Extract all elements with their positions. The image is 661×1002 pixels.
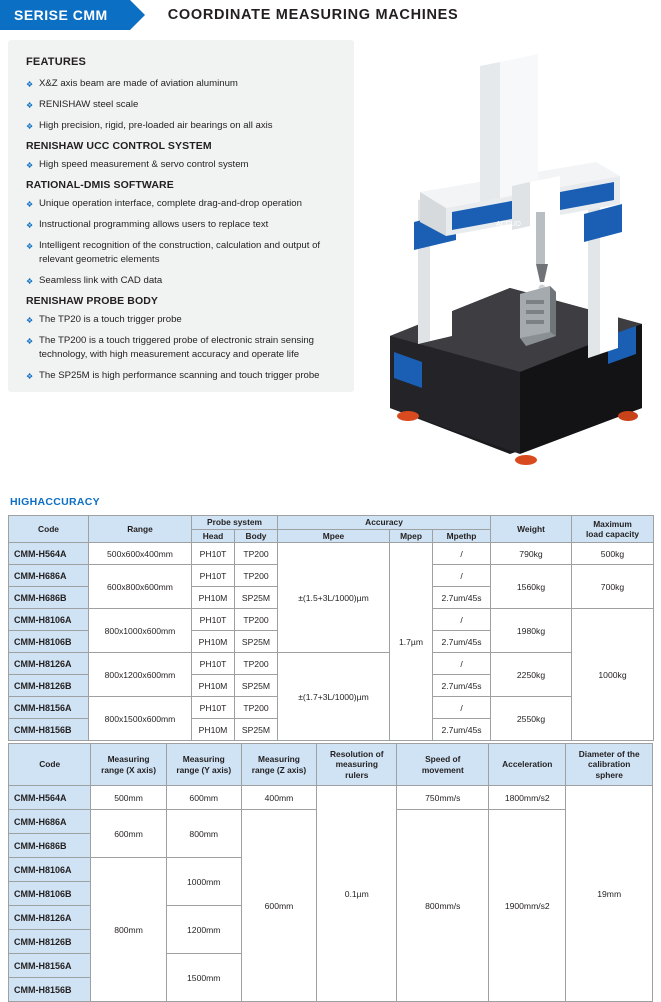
th-code: Code: [9, 516, 89, 543]
cell-weight: 2550kg: [491, 697, 572, 741]
cell-mpethp: 2.7um/45s: [433, 675, 491, 697]
cell-probe-head: PH10T: [192, 609, 235, 631]
th-weight: Weight: [491, 516, 572, 543]
diamond-bullet-icon: ❖: [26, 242, 34, 251]
cell-probe-head: PH10M: [192, 631, 235, 653]
feature-item-text: The TP20 is a touch trigger probe: [39, 314, 182, 325]
cell-code: CMM-H8106B: [9, 882, 91, 906]
th-my-l2: range (Y axis): [176, 764, 232, 775]
diamond-bullet-icon: ❖: [26, 221, 34, 230]
cell-mpethp: /: [433, 653, 491, 675]
cell-code: CMM-H8106B: [9, 631, 89, 653]
th-mz-l1: Measuring: [258, 754, 300, 764]
cell-probe-body: TP200: [235, 543, 278, 565]
th-range: Range: [89, 516, 192, 543]
feature-item-text-line2: technology, with high measurement accuracy and operate life: [39, 349, 300, 360]
th-code: Code: [9, 744, 91, 786]
table-row: [9, 653, 654, 675]
cell-code: CMM-H8156A: [9, 697, 89, 719]
cell-weight: 790kg: [491, 543, 572, 565]
diamond-bullet-icon: ❖: [26, 316, 34, 325]
cell-max-load: 1000kg: [572, 609, 654, 741]
cell-code: CMM-H8106A: [9, 609, 89, 631]
cell-weight: 1560kg: [491, 565, 572, 609]
th-res-l2: measuring: [335, 759, 378, 770]
feature-item: [26, 274, 340, 288]
th-measuring-range-x: [91, 744, 166, 786]
cell-mpee: ±(1.7+3L/1000)µm: [278, 653, 390, 741]
th-probe-system: Probe system: [192, 516, 278, 530]
cell-range: 500x600x400mm: [89, 543, 192, 565]
th-mx-l2: range (X axis): [101, 764, 156, 775]
features-panel: [8, 40, 354, 392]
cell-code: CMM-H686A: [9, 810, 91, 834]
cell-weight: 1980kg: [491, 609, 572, 653]
table-header-row: [9, 744, 653, 786]
feature-item: [26, 158, 340, 172]
cell-code: CMM-H686B: [9, 834, 91, 858]
cell-acceleration: 1900mm/s2: [489, 810, 566, 1002]
cell-probe-head: PH10T: [192, 543, 235, 565]
feature-item-text: The TP200 is a touch triggered probe of electronic strain sensing: [39, 335, 315, 346]
diamond-bullet-icon: ❖: [26, 200, 34, 209]
th-head: Head: [192, 529, 235, 543]
cell-sphere-diameter: 19mm: [566, 786, 653, 1002]
cell-probe-body: SP25M: [235, 719, 278, 741]
series-tag: SERISE CMM: [0, 0, 130, 30]
cell-mpethp: 2.7um/45s: [433, 587, 491, 609]
cell-mpethp: 2.7um/45s: [433, 631, 491, 653]
cell-code: CMM-H686B: [9, 587, 89, 609]
cell-range-z: 400mm: [241, 786, 316, 810]
cell-mpep: 1.7µm: [390, 543, 433, 741]
cell-range-y: 1500mm: [166, 954, 241, 1002]
cell-probe-head: PH10T: [192, 565, 235, 587]
cell-mpethp: /: [433, 543, 491, 565]
features-heading: FEATURES: [26, 56, 87, 68]
cell-mpethp: 2.7um/45s: [433, 719, 491, 741]
machine-brand-label: ACCUD: [496, 221, 521, 228]
accuracy-table-head: [9, 516, 654, 543]
features-list: [26, 77, 340, 383]
cell-range-y: 600mm: [166, 786, 241, 810]
cell-weight: 2250kg: [491, 653, 572, 697]
cell-speed: 750mm/s: [397, 786, 489, 810]
specs-table-body: [9, 786, 653, 1002]
feature-item: [26, 197, 340, 211]
feature-subheading: RENISHAW PROBE BODY: [26, 295, 158, 307]
cell-resolution: 0.1µm: [317, 786, 397, 1002]
cmm-machine-illustration: [360, 36, 656, 456]
cell-code: CMM-H8156B: [9, 978, 91, 1002]
th-speed: [397, 744, 489, 786]
cell-code: CMM-H8156A: [9, 954, 91, 978]
cell-probe-body: SP25M: [235, 587, 278, 609]
th-mpep: Mpep: [390, 529, 433, 543]
cell-probe-body: TP200: [235, 565, 278, 587]
cell-probe-body: SP25M: [235, 631, 278, 653]
feature-item-text-line2: relevant geometric elements: [39, 254, 160, 265]
th-max-load: [572, 516, 654, 543]
cell-range: 800x1500x600mm: [89, 697, 192, 741]
cell-max-load: 700kg: [572, 565, 654, 609]
feature-item: [26, 77, 340, 91]
cell-mpethp: /: [433, 697, 491, 719]
diamond-bullet-icon: ❖: [26, 101, 34, 110]
cell-range: 800x1200x600mm: [89, 653, 192, 697]
feature-item: [26, 239, 340, 267]
th-speed-l2: movement: [421, 764, 464, 775]
cell-acceleration: 1800mm/s2: [489, 786, 566, 810]
cell-code: CMM-H8126A: [9, 653, 89, 675]
feature-item: [26, 334, 340, 362]
th-accuracy: Accuracy: [278, 516, 491, 530]
cell-probe-head: PH10T: [192, 697, 235, 719]
feature-subheading: RATIONAL-DMIS SOFTWARE: [26, 179, 174, 191]
machine-image: [360, 36, 656, 456]
cell-probe-body: TP200: [235, 697, 278, 719]
page-header: [0, 0, 661, 30]
cell-code: CMM-H8126B: [9, 930, 91, 954]
cell-range-y: 1000mm: [166, 858, 241, 906]
cell-max-load: 500kg: [572, 543, 654, 565]
cell-range-y: 1200mm: [166, 906, 241, 954]
feature-item-text: Unique operation interface, complete drag-and-drop operation: [39, 198, 302, 209]
cell-code: CMM-H564A: [9, 786, 91, 810]
table-row: [9, 543, 654, 565]
specs-table-head: [9, 744, 653, 786]
cell-mpee: ±(1.5+3L/1000)µm: [278, 543, 390, 653]
feature-item-text: High precision, rigid, pre-loaded air bearings on all axis: [39, 120, 273, 131]
th-mpee: Mpee: [278, 529, 390, 543]
cell-range-x: 800mm: [91, 858, 166, 1002]
page-title: COORDINATE MEASURING MACHINES: [167, 7, 459, 23]
feature-item-text: RENISHAW steel scale: [39, 99, 139, 110]
feature-item-text: Instructional programming allows users to replace text: [39, 219, 269, 230]
feature-item: [26, 98, 340, 112]
cell-range-x: 600mm: [91, 810, 166, 858]
th-mx-l1: Measuring: [107, 754, 150, 764]
diamond-bullet-icon: ❖: [26, 161, 34, 170]
table-header-row: [9, 516, 654, 530]
cell-probe-head: PH10T: [192, 653, 235, 675]
cell-code: CMM-H564A: [9, 543, 89, 565]
feature-subheading: RENISHAW UCC CONTROL SYSTEM: [26, 140, 212, 152]
th-mpethp: Mpethp: [433, 529, 491, 543]
section-title-high-accuracy: HIGHACCURACY: [10, 496, 100, 508]
cell-probe-body: TP200: [235, 609, 278, 631]
th-sphere-l2: calibration: [588, 759, 631, 770]
feature-item: [26, 313, 340, 327]
th-res-l3: rulers: [345, 769, 369, 780]
cell-probe-head: PH10M: [192, 587, 235, 609]
cell-mpethp: /: [433, 609, 491, 631]
cell-speed: 800mm/s: [397, 810, 489, 1002]
table-row: [9, 786, 653, 810]
diamond-bullet-icon: ❖: [26, 277, 34, 286]
feature-item-text: The SP25M is high performance scanning and touch trigger probe: [39, 370, 320, 381]
cell-range: 600x800x600mm: [89, 565, 192, 609]
diamond-bullet-icon: ❖: [26, 337, 34, 346]
diamond-bullet-icon: ❖: [26, 122, 34, 131]
th-res-l1: Resolution of: [330, 748, 384, 759]
feature-item-text: Seamless link with CAD data: [39, 275, 163, 286]
accuracy-table: [8, 515, 654, 741]
diamond-bullet-icon: ❖: [26, 372, 34, 381]
th-sphere-l3: sphere: [595, 769, 623, 780]
cell-range-y: 800mm: [166, 810, 241, 858]
cell-code: CMM-H686A: [9, 565, 89, 587]
th-speed-l1: Speed of: [425, 754, 461, 764]
th-acceleration: Acceleration: [489, 744, 566, 786]
feature-item: [26, 119, 340, 133]
th-sphere-l1: Diameter of the: [578, 748, 640, 759]
feature-item-text: High speed measurement & servo control system: [39, 159, 249, 170]
feature-item-text: X&Z axis beam are made of aviation aluminum: [39, 78, 238, 89]
diamond-bullet-icon: ❖: [26, 80, 34, 89]
cell-probe-head: PH10M: [192, 719, 235, 741]
th-max-load-line2: load capacity: [585, 529, 640, 539]
cell-range: 800x1000x600mm: [89, 609, 192, 653]
cell-code: CMM-H8156B: [9, 719, 89, 741]
th-sphere: [566, 744, 653, 786]
cell-code: CMM-H8126B: [9, 675, 89, 697]
th-max-load-line1: Maximum: [593, 518, 632, 529]
feature-item-text: Intelligent recognition of the construction, calculation and output of: [39, 240, 321, 251]
cell-mpethp: /: [433, 565, 491, 587]
cell-range-x: 500mm: [91, 786, 166, 810]
th-measuring-range-y: [166, 744, 241, 786]
cell-probe-head: PH10M: [192, 675, 235, 697]
cell-code: CMM-H8126A: [9, 906, 91, 930]
th-my-l1: Measuring: [182, 754, 225, 764]
feature-item: [26, 218, 340, 232]
th-mz-l2: range (Z axis): [251, 764, 307, 775]
th-resolution: [317, 744, 397, 786]
cell-probe-body: TP200: [235, 653, 278, 675]
cell-code: CMM-H8106A: [9, 858, 91, 882]
specs-table: [8, 743, 653, 1002]
th-measuring-range-z: [241, 744, 316, 786]
feature-item: [26, 369, 340, 383]
cell-probe-body: SP25M: [235, 675, 278, 697]
th-body: Body: [235, 529, 278, 543]
accuracy-table-body: [9, 543, 654, 741]
cell-range-z: 600mm: [241, 810, 316, 1002]
